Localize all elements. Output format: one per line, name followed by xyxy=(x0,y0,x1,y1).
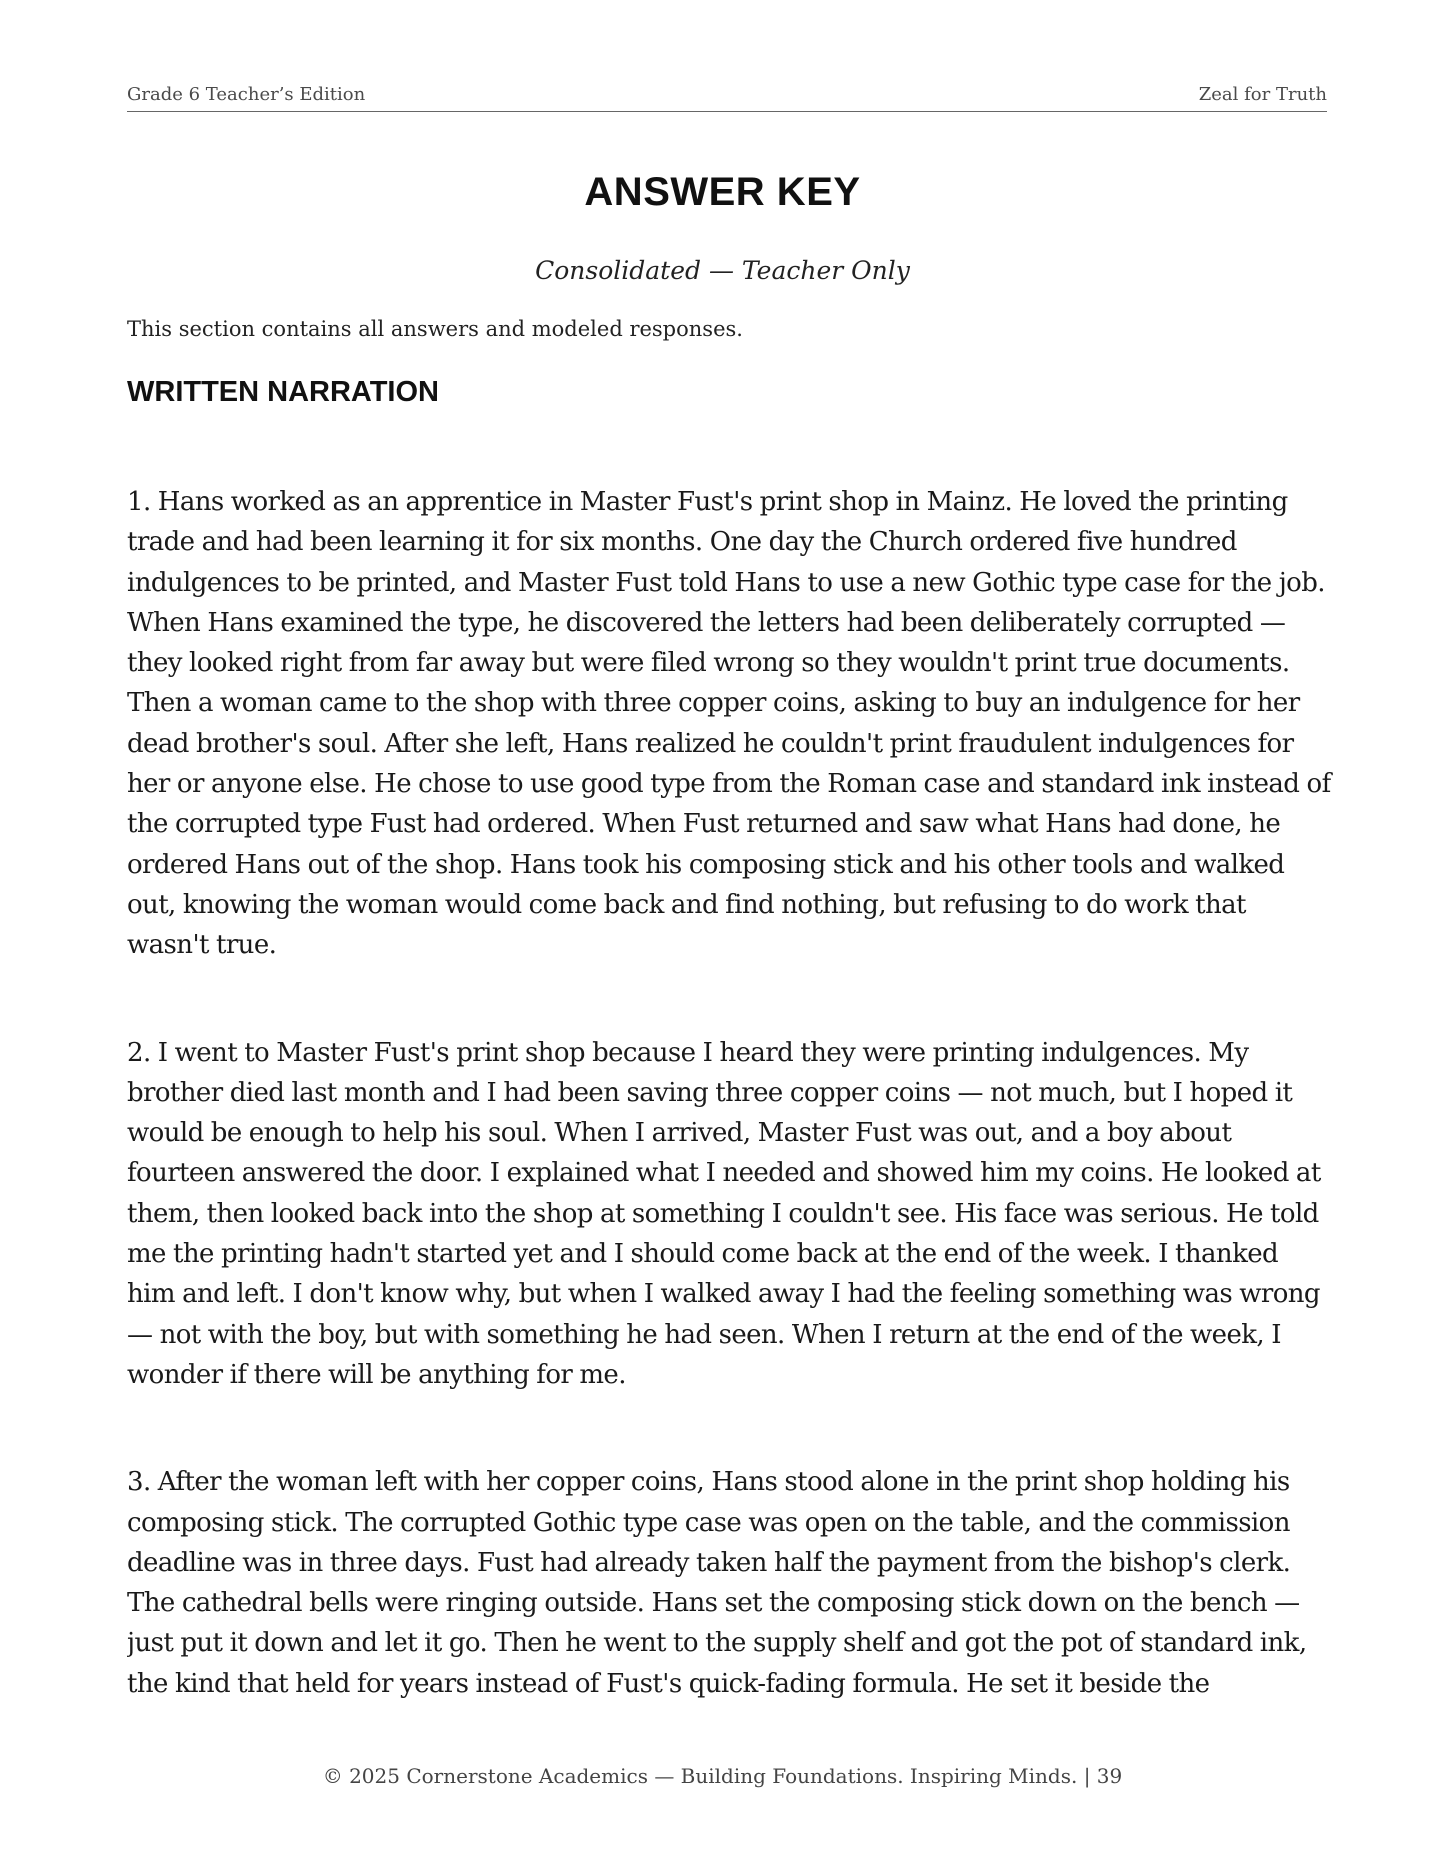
answer-paragraph-3: 3. After the woman left with her copper coins, Hans stood alone in the print shop holding his composing stick. The corrupted Gothic type case was open on the table, and the commission deadline was in three days. Fust had already taken half the payment from the bishop's clerk. The cathedral bells were ringing outside. Hans set the composing stick down on the bench — just put it down and let it go. Then he went to the supply shelf and got the pot of standard ink, the kind that held for years instead of Fust's quick-fading formula. He set it beside the xyxy=(127,1467,1307,1699)
page-title: ANSWER KEY xyxy=(584,170,861,214)
header-unit-title: Zeal for Truth xyxy=(1198,84,1327,105)
page-footer: © 2025 Cornerstone Academics — Building Foundations. Inspiring Minds. | 39 xyxy=(322,1764,1123,1788)
answer-paragraph-1: 1. Hans worked as an apprentice in Master Fust's print shop in Mainz. He loved the printing trade and had been learning it for six months. One day the Church ordered five hundred indulgences to be printed, and Master Fust told Hans to use a new Gothic type case for the job. When Hans examined the type, he discovered the letters had been deliberately corrupted — they looked right from far away but were filed wrong so they wouldn't print true documents. Then a woman came to the shop with three copper coins, asking to buy an indulgence for her dead brother's soul. After she left, Hans realized he couldn't print fraudulent indulgences for her or anyone else. He chose to use good type from the Roman case and standard ink instead of the corrupted type Fust had ordered. When Fust returned and saw what Hans had done, he ordered Hans out of the shop. Hans took his composing stick and his other tools and walked out, knowing the woman would come back and find nothing, but refusing to do work that wasn't true. xyxy=(127,487,1331,961)
section-heading: WRITTEN NARRATION xyxy=(127,376,439,408)
page-subtitle: Consolidated — Teacher Only xyxy=(535,256,910,285)
intro-text: This section contains all answers and modeled responses. xyxy=(127,317,743,341)
answer-paragraph-2: 2. I went to Master Fust's print shop because I heard they were printing indulgences. My brother died last month and I had been saving three copper coins — not much, but I hoped it would be enough to help his soul. When I arrived, Master Fust was out, and a boy about fourteen answered the door. I explained what I needed and showed him my coins. He looked at them, then looked back into the shop at something I couldn't see. His face was serious. He told me the printing hadn't started yet and I should come back at the end of the week. I thanked him and left. I don't know why, but when I walked away I had the feeling something was wrong — not with the boy, but with something he had seen. When I return at the end of the week, I wonder if there will be anything for me. xyxy=(127,1037,1321,1390)
header-grade-label: Grade 6 Teacher’s Edition xyxy=(127,84,366,105)
answers-list xyxy=(127,482,1332,1704)
running-header xyxy=(127,84,1327,112)
